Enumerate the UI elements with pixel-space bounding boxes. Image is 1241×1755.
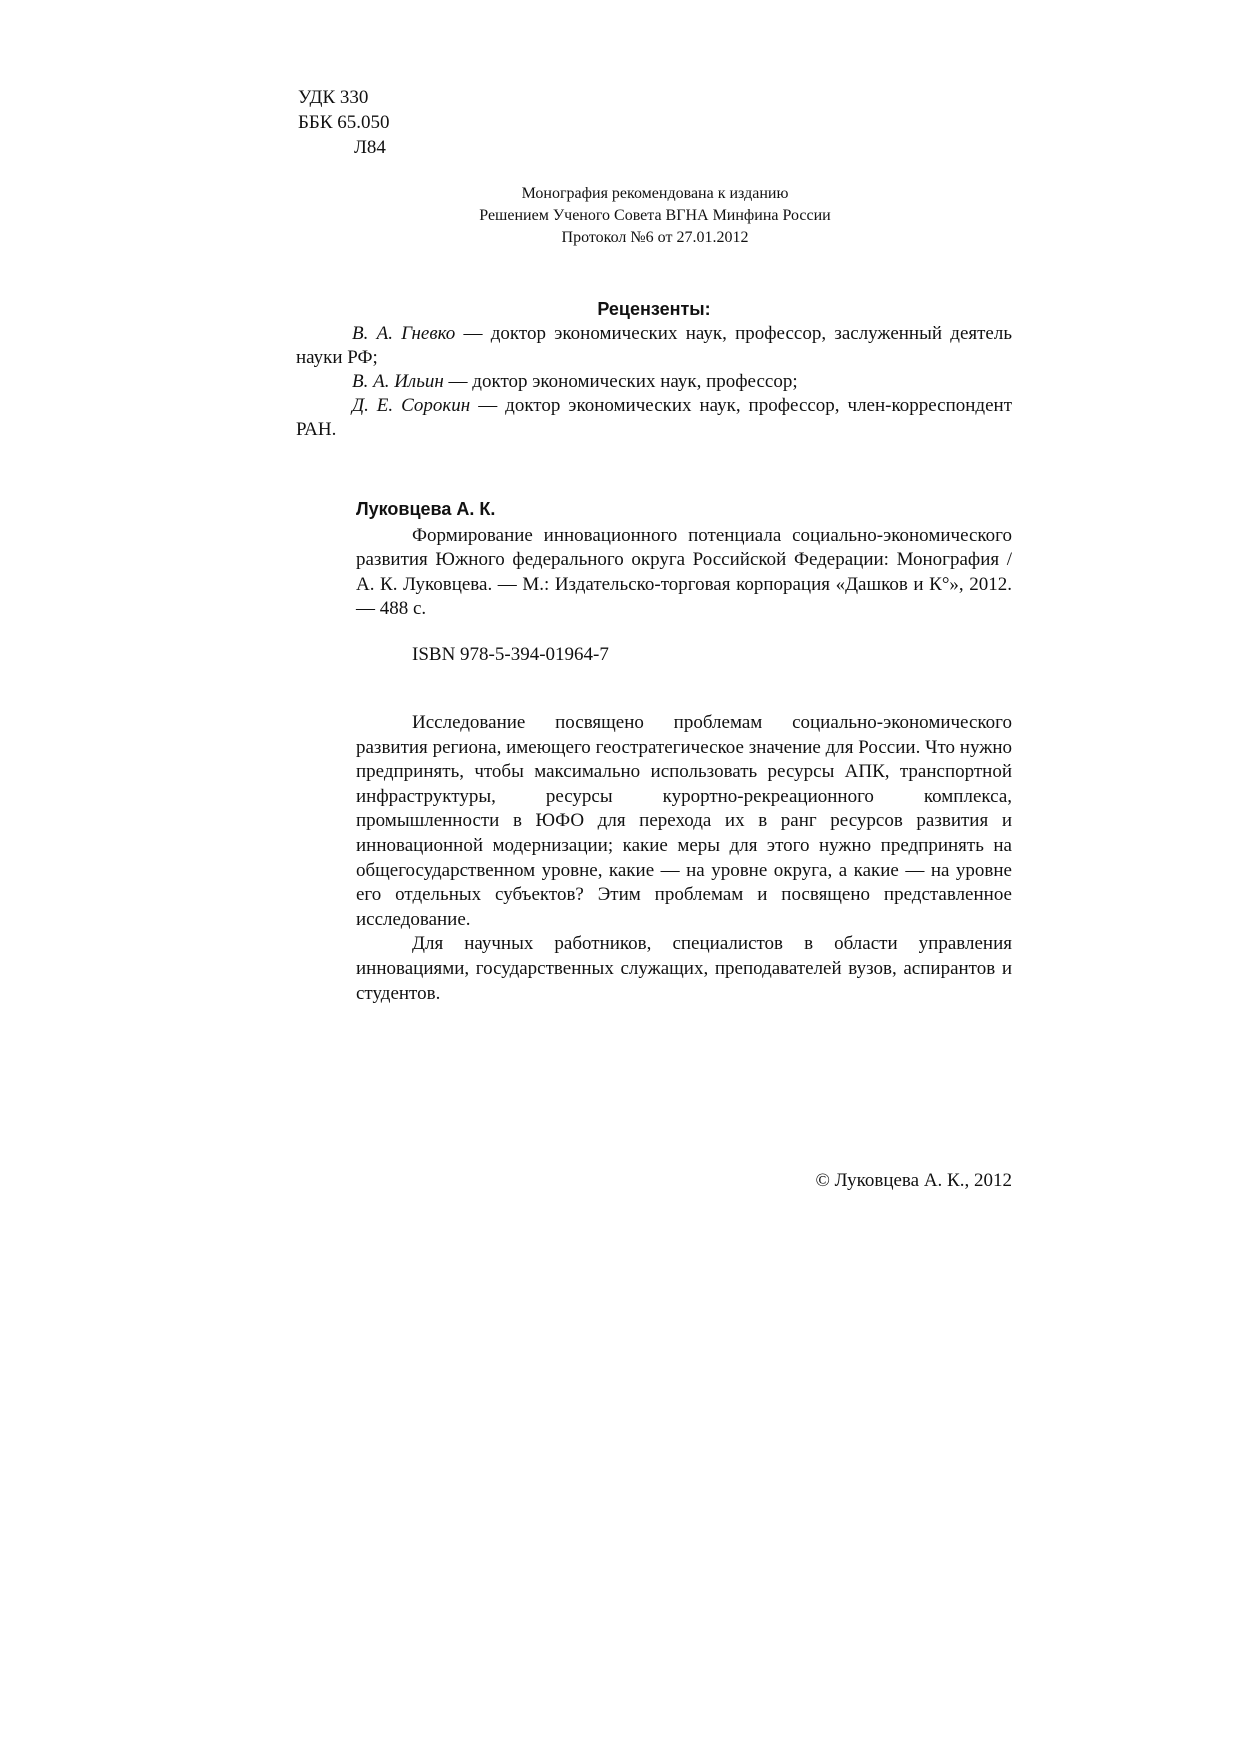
abstract-paragraph: Исследование посвящено проблемам социально-экономического развития региона, имеющего геостратегическое значение для России. Что нужно предпринять, чтобы максимально использовать ресурсы АПК, транспортной инфраструктуры, ресурсы курортно-рекреационного комплекса, промышленности в ЮФО для перехода их в ранг ресурсов развития и инновационной модернизации; какие меры для этого нужно предпринять на общегосударственном уровне, какие — на уровне округа, а какие — на уровне его отдельных субъектов? Этим проблемам и посвящено представленное исследование. — [356, 712, 1012, 930]
udk-code: УДК 330 — [298, 87, 369, 108]
bibliographic-record — [356, 497, 1012, 667]
reviewer-desc: — доктор экономических наук, профессор, член-корреспондент РАН. — [296, 395, 1012, 440]
approval-line: Протокол №6 от 27.01.2012 — [561, 229, 749, 246]
isbn: ISBN 978-5-394-01964-7 — [412, 643, 609, 665]
bbk-code: ББК 65.050 — [298, 112, 390, 133]
reviewer-name: В. А. Гневко — [352, 323, 456, 344]
approval-note — [300, 183, 1010, 249]
reviewer-desc: — доктор экономических наук, профессор, заслуженный деятель науки РФ; — [296, 323, 1012, 368]
reviewers-section — [296, 297, 1012, 442]
reviewer-desc: — доктор экономических наук, профессор; — [443, 371, 798, 392]
copyright-notice: © Луковцева А. К., 2012 — [815, 1170, 1012, 1191]
abstract-section — [356, 711, 1012, 1006]
reviewer-item — [296, 394, 1012, 442]
abstract-paragraph: Для научных работников, специалистов в области управления инновациями, государственных служащих, преподавателей вузов, аспирантов и студентов. — [356, 933, 1012, 1004]
reviewer-item — [296, 370, 1012, 394]
book-author: Луковцева А. К. — [356, 499, 496, 519]
author-mark: Л84 — [354, 137, 386, 158]
reviewer-item — [296, 322, 1012, 370]
approval-line: Монография рекомендована к изданию — [521, 185, 789, 202]
approval-line: Решением Ученого Совета ВГНА Минфина России — [479, 207, 831, 224]
reviewers-heading: Рецензенты: — [597, 299, 711, 319]
reviewer-name: В. А. Ильин — [352, 371, 444, 392]
classification-block — [298, 85, 390, 160]
book-description: Формирование инновационного потенциала социально-экономического развития Южного федерального округа Российской Федерации: Монография / А. К. Луковцева. — М.: Издательско-торговая корпорация «Дашков и К°», 2012. — 488 с. — [356, 524, 1012, 619]
reviewer-name: Д. Е. Сорокин — [352, 395, 471, 416]
